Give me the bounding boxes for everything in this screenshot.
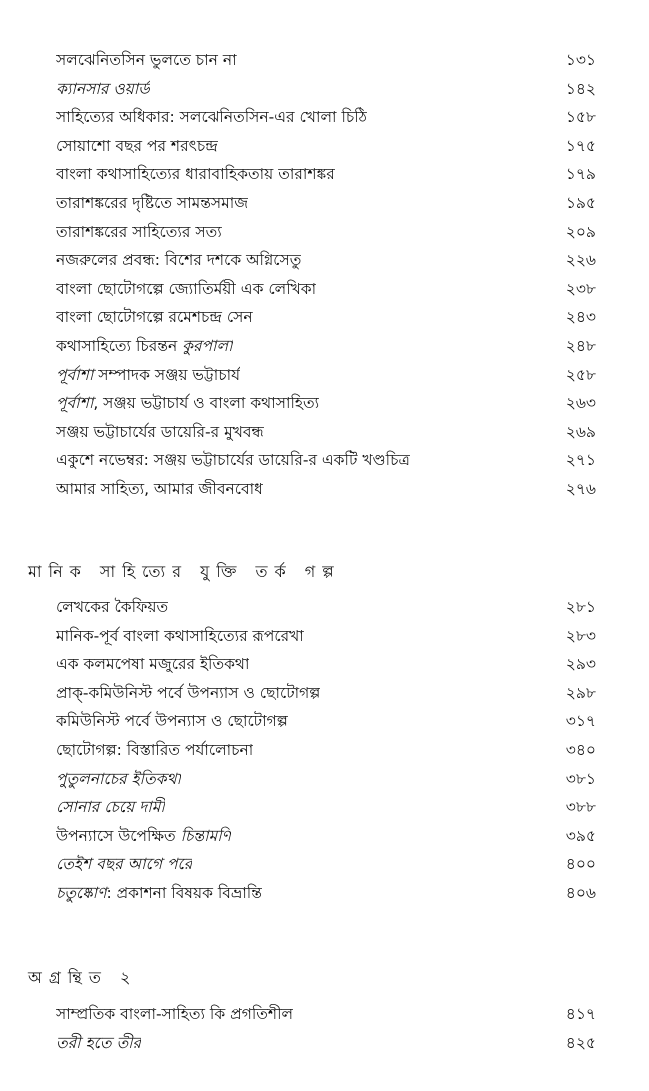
toc-entry-title-text: তারাশঙ্করের দৃষ্টিতে সামন্তসমাজ	[56, 193, 249, 212]
toc-entry	[56, 75, 596, 104]
toc-entry	[56, 446, 596, 475]
toc-entry	[56, 850, 596, 879]
toc-entry-title-text: উপন্যাসে উপেক্ষিত	[56, 826, 181, 845]
toc-entry-title-text: ছোটোগল্প: বিস্তারিত পর্যালোচনা	[56, 740, 254, 759]
toc-entry-title	[56, 1000, 293, 1029]
toc-entry-title	[56, 103, 367, 132]
toc-entry	[56, 218, 596, 247]
toc-entry-page-number: ৪২৫	[565, 1033, 596, 1052]
toc-entry-title-text: এক কলমপেষা মজুরের ইতিকথা	[56, 655, 250, 674]
toc-entry-title-text: , সঞ্জয় ভট্টাচার্য ও বাংলা কথাসাহিত্য	[93, 394, 320, 413]
toc-entry	[56, 103, 596, 132]
toc-entry	[56, 189, 596, 218]
section-heading: অগ্রন্থিত ২	[28, 968, 138, 987]
toc-entry	[56, 679, 596, 708]
toc-entry	[56, 593, 596, 622]
toc-entry-page-number: ১৯৫	[565, 193, 596, 212]
toc-entry-title	[56, 418, 264, 447]
toc-entry-title	[56, 736, 253, 765]
toc-entry-page-number: ৪১৭	[565, 1005, 596, 1023]
toc-entry-title-text: প্রাক্‌-কমিউনিস্ট পর্বে উপন্যাস ও ছোটোগল্প	[56, 683, 321, 702]
toc-entry-title	[56, 707, 288, 736]
toc-list	[56, 46, 596, 504]
toc-entry-title	[56, 850, 192, 879]
toc-entry-title-italic: চিন্তামণি	[180, 826, 231, 845]
toc-entry-title	[56, 622, 304, 651]
toc-entry-title-text: সঞ্জয় ভট্টাচার্যের ডায়েরি-র মুখবন্ধ	[56, 422, 264, 441]
toc-entry	[56, 822, 596, 851]
toc-entry-page-number: ১৫৮	[565, 108, 596, 127]
toc-entry-page-number: ১৪২	[565, 79, 596, 98]
toc-entry-title-italic: কুরপালা	[182, 336, 233, 355]
toc-entry-page-number: ৩৯৫	[565, 826, 596, 845]
toc-entry-title-italic: পুতুলনাচের ইতিকথা	[56, 769, 181, 788]
toc-entry-page-number: ৪০৬	[565, 883, 596, 902]
toc-entry-title	[56, 879, 262, 908]
toc-entry	[56, 707, 596, 736]
section-heading: মানিক সাহিত্যের যুক্তি তর্ক গল্প	[28, 562, 341, 581]
toc-entry-title	[56, 822, 231, 851]
toc-entry-title-text: সম্পাদক সঞ্জয় ভট্টাচার্য	[93, 365, 240, 384]
toc-entry-page-number: ২৮৩	[565, 626, 596, 645]
toc-entry-title-italic: চতুষ্কোণ	[56, 883, 107, 902]
toc-entry-title	[56, 679, 320, 708]
toc-entry	[56, 389, 596, 418]
toc-entry-title-text: বাংলা ছোটোগল্পে রমেশচন্দ্র সেন	[56, 308, 253, 327]
toc-entry-page-number: ২৫৮	[565, 365, 596, 384]
toc-entry-title	[56, 303, 253, 332]
toc-entry-page-number: ১৭৫	[565, 136, 596, 155]
toc-entry	[56, 160, 596, 189]
toc-entry-title	[56, 275, 316, 304]
toc-entry-title	[56, 1029, 141, 1058]
toc-entry-title-text: নজরুলের প্রবন্ধ: বিশের দশকে অগ্নিসেতু	[56, 251, 302, 270]
toc-entry-title-text: : প্রকাশনা বিষয়ক বিভ্রান্তি	[106, 883, 262, 902]
toc-entry-page-number: ২২৬	[565, 251, 596, 270]
toc-entry-title	[56, 218, 222, 247]
toc-entry-title	[56, 593, 168, 622]
toc-entry	[56, 736, 596, 765]
toc-entry-title-text: বাংলা ছোটোগল্পে জ্যোতির্ময়ী এক লেখিকা	[56, 279, 317, 298]
toc-entry-page-number: ৪০০	[565, 855, 596, 874]
toc-entry-page-number: ২৪৩	[565, 308, 596, 327]
toc-entry	[56, 622, 596, 651]
toc-entry	[56, 1000, 596, 1029]
toc-entry-title-text: সোয়াশো বছর পর শরৎচন্দ্র	[56, 136, 218, 155]
toc-entry-title	[56, 46, 237, 75]
toc-entry-title	[56, 446, 410, 475]
toc-entry-page-number: ২৬৯	[565, 422, 596, 441]
toc-entry-title-text: মানিক-পূর্ব বাংলা কথাসাহিত্যের রূপরেখা	[56, 626, 304, 645]
toc-entry-title-text: বাংলা কথাসাহিত্যের ধারাবাহিকতায় তারাশঙ্কর	[56, 165, 335, 184]
toc-entry-title	[56, 765, 181, 794]
toc-entry-title-text: সাম্প্রতিক বাংলা-সাহিত্য কি প্রগতিশীল	[56, 1005, 294, 1023]
toc-entry-title-text: একুশে নভেম্বর: সঞ্জয় ভট্টাচার্যের ডায়েরি-র একটি খণ্ডচিত্র	[56, 451, 410, 470]
toc-entry-title-text: কমিউনিস্ট পর্বে উপন্যাস ও ছোটোগল্প	[56, 712, 288, 731]
toc-entry-page-number: ২৪৮	[565, 336, 596, 355]
toc-entry	[56, 46, 596, 75]
toc-entry-title-text: আমার সাহিত্য, আমার জীবনবোধ	[56, 479, 263, 498]
toc-entry-title-italic: পূর্বাশা	[56, 394, 94, 413]
toc-entry-page-number: ২৬৩	[565, 394, 596, 413]
toc-entry-page-number: ২৭৬	[565, 479, 596, 498]
toc-entry-title	[56, 189, 248, 218]
toc-entry-title	[56, 246, 301, 275]
toc-entry-page-number: ২৯৮	[565, 683, 596, 702]
toc-entry	[56, 879, 596, 908]
toc-entry-title	[56, 793, 165, 822]
toc-entry-title	[56, 475, 263, 504]
toc-entry-page-number: ২৯৩	[565, 655, 596, 674]
toc-entry	[56, 793, 596, 822]
toc-entry-page-number: ৩১৭	[565, 712, 596, 731]
toc-entry	[56, 361, 596, 390]
toc-entry-page-number: ১৩১	[565, 51, 596, 69]
toc-entry	[56, 303, 596, 332]
toc-entry-page-number: ৩৪০	[565, 740, 596, 759]
toc-entry-page-number: ১৭৯	[565, 165, 596, 184]
toc-entry-title	[56, 389, 319, 418]
toc-entry	[56, 418, 596, 447]
toc-entry	[56, 132, 596, 161]
toc-entry	[56, 1029, 596, 1058]
toc-entry	[56, 332, 596, 361]
toc-entry	[56, 650, 596, 679]
toc-entry-page-number: ২৩৮	[565, 279, 596, 298]
toc-entry-title	[56, 132, 218, 161]
toc-entry-title	[56, 361, 240, 390]
toc-entry-page-number: ৩৮১	[565, 769, 596, 788]
toc-entry-title	[56, 160, 335, 189]
toc-entry-title-text: কথাসাহিত্যে চিরন্তন	[56, 336, 183, 355]
toc-entry-title	[56, 650, 249, 679]
toc-entry-title	[56, 75, 150, 104]
toc-entry-page-number: ৩৮৮	[565, 798, 596, 817]
toc-entry	[56, 765, 596, 794]
toc-entry	[56, 475, 596, 504]
toc-entry-page-number: ২৭১	[565, 451, 596, 470]
toc-entry-title-italic: পূর্বাশা	[56, 365, 94, 384]
toc-entry-title-text: সাহিত্যের অধিকার: সলঝেনিতসিন-এর খোলা চিঠি	[56, 108, 367, 127]
toc-list	[56, 1000, 596, 1057]
toc-entry-title-text: তারাশঙ্করের সাহিত্যের সত্য	[56, 222, 222, 241]
toc-entry-title-text: সলঝেনিতসিন ভুলতে চান না	[56, 51, 237, 69]
toc-entry-page-number: ২৮১	[565, 598, 596, 616]
toc-entry-page-number: ২০৯	[565, 222, 596, 241]
toc-entry-title-italic: সোনার চেয়ে দামী	[56, 798, 165, 817]
toc-entry-title-text: লেখকের কৈফিয়ত	[56, 598, 169, 616]
toc-entry	[56, 275, 596, 304]
toc-entry-title-italic: তরী হতে তীর	[56, 1033, 142, 1052]
toc-entry-title-italic: ক্যানসার ওয়ার্ড	[56, 79, 150, 98]
toc-entry-title	[56, 332, 233, 361]
toc-list	[56, 593, 596, 908]
toc-entry	[56, 246, 596, 275]
toc-entry-title-italic: তেইশ বছর আগে পরে	[56, 855, 193, 874]
